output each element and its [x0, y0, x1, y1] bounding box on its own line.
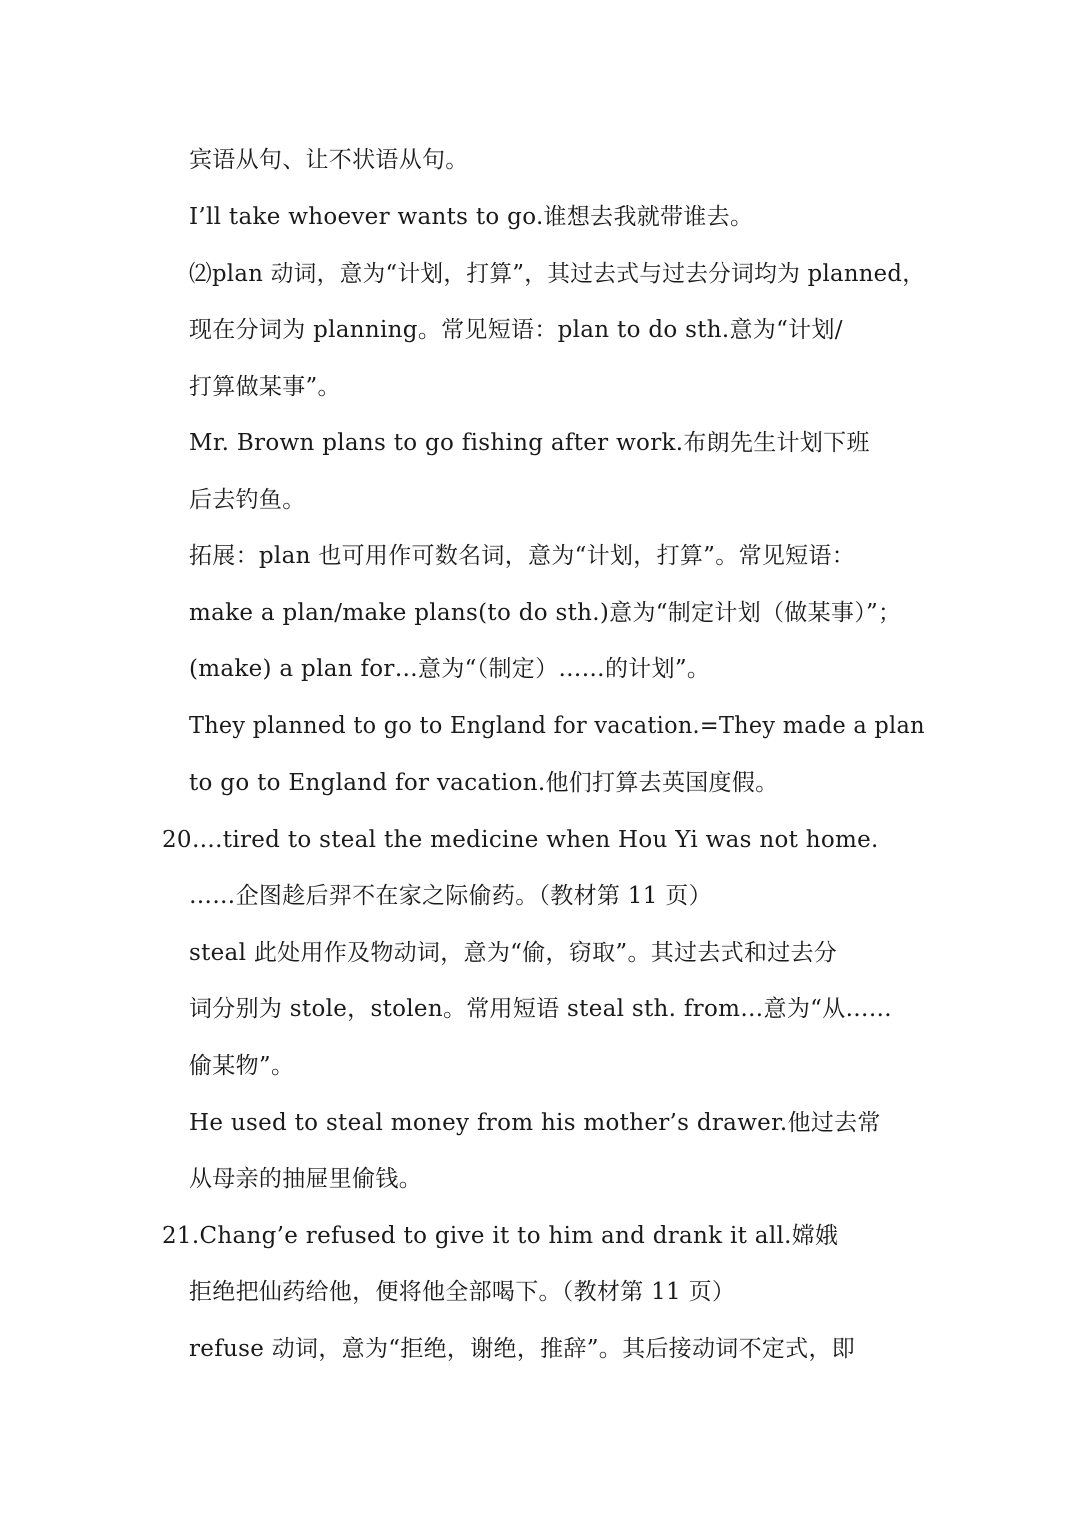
text-line: ⑵plan 动词，意为“计划，打算”，其过去式与过去分词均为 planned， [189, 261, 926, 287]
item-21-heading: 21.Chang’e refused to give it to him and drank it all.嫦娥 [162, 1223, 839, 1249]
text-line: steal 此处用作及物动词，意为“偷，窃取”。其过去式和过去分 [189, 940, 838, 966]
text-line: He used to steal money from his mother’s drawer.他过去常 [189, 1110, 881, 1136]
text-line: 从母亲的抽屉里偷钱。 [189, 1166, 422, 1192]
text-line: Mr. Brown plans to go fishing after work.布朗先生计划下班 [189, 430, 870, 456]
text-line: (make) a plan for…意为“（制定）……的计划”。 [189, 656, 711, 682]
text-line: 偷某物”。 [189, 1053, 295, 1079]
text-line: to go to England for vacation.他们打算去英国度假。 [189, 770, 779, 796]
text-line: make a plan/make plans(to do sth.)意为“制定计划（做某事）”； [189, 600, 902, 626]
text-line: 拓展：plan 也可用作可数名词，意为“计划，打算”。常见短语： [189, 543, 856, 569]
text-line: 宾语从句、让不状语从句。 [189, 147, 469, 173]
text-line: ……企图趁后羿不在家之际偷药。（教材第 11 页） [189, 883, 712, 909]
text-line: They planned to go to England for vacation.=They made a plan [189, 713, 925, 739]
text-line: 词分别为 stole，stolen。常用短语 steal sth. from…意为“从…… [189, 996, 893, 1022]
text-line: refuse 动词，意为“拒绝，谢绝，推辞”。其后接动词不定式，即 [189, 1336, 856, 1362]
text-line: I’ll take whoever wants to go.谁想去我就带谁去。 [189, 204, 754, 230]
item-20-heading: 20….tired to steal the medicine when Hou Yi was not home. [162, 827, 879, 853]
text-line: 拒绝把仙药给他，便将他全部喝下。（教材第 11 页） [189, 1279, 736, 1305]
text-line: 打算做某事”。 [189, 374, 341, 400]
text-line: 现在分词为 planning。常见短语：plan to do sth.意为“计划/ [189, 317, 843, 343]
text-line: 后去钓鱼。 [189, 487, 306, 513]
